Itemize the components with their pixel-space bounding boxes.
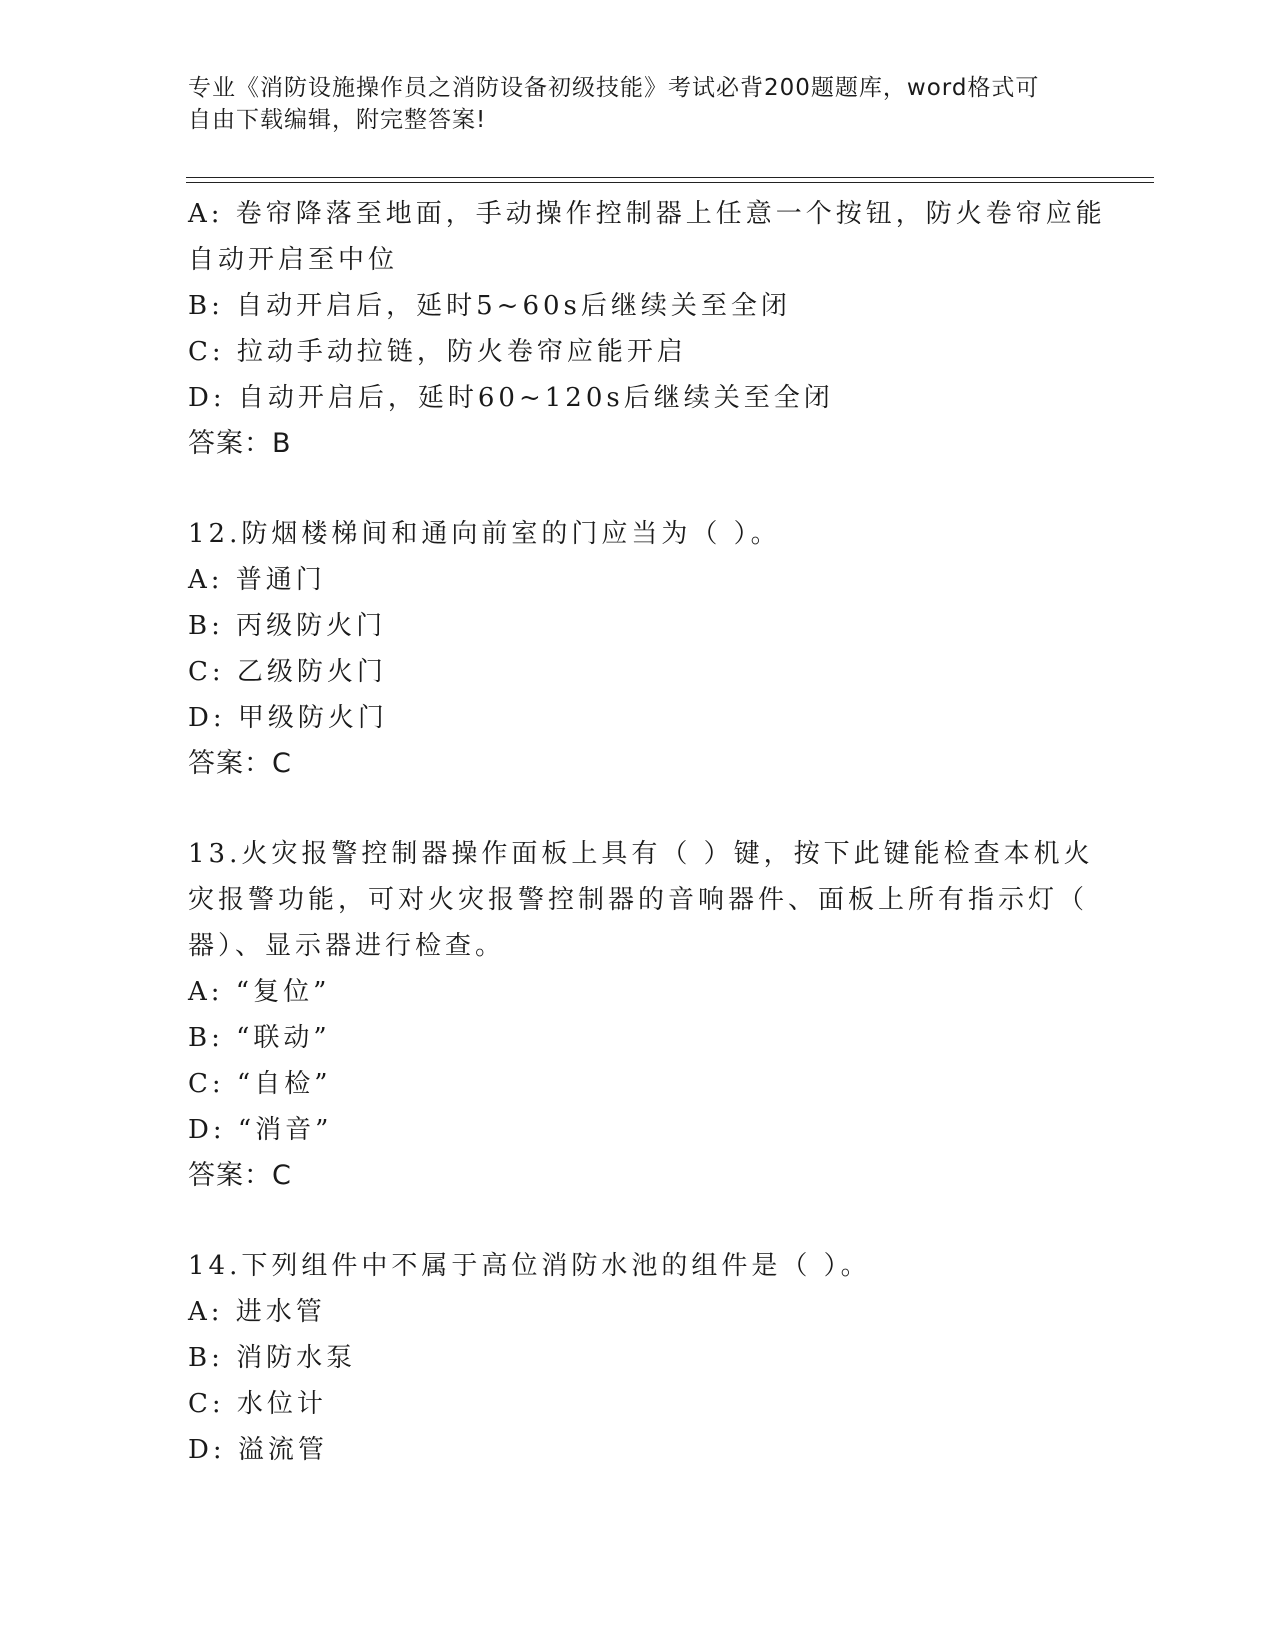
option-b: B: 消防水泵 [188, 1343, 357, 1373]
option-a: A: 卷帘降落至地面，手动操作控制器上任意一个按钮，防火卷帘应能 [188, 199, 1106, 229]
option-a: A: “复位” [188, 977, 331, 1007]
answer-line: 答案：C [188, 1160, 292, 1191]
document-header [188, 72, 1068, 136]
answer-line: 答案：C [188, 748, 292, 779]
option-d: D: 甲级防火门 [188, 703, 388, 733]
option-c: C: 水位计 [188, 1389, 327, 1419]
option-d: D: “消音” [188, 1115, 333, 1145]
header-line-1: 专业《消防设施操作员之消防设备初级技能》考试必背200题题库，word格式可 [188, 75, 1040, 101]
question-stem-line-1: 13.火灾报警控制器操作面板上具有（ ）键，按下此键能检查本机火 [188, 839, 1094, 869]
option-a: A: 进水管 [188, 1297, 326, 1327]
option-a-continued: 自动开启至中位 [188, 245, 399, 275]
question-block-14 [188, 1243, 1088, 1473]
answer-line: 答案：B [188, 428, 292, 459]
option-c: C: 拉动手动拉链，防火卷帘应能开启 [188, 337, 687, 367]
option-b: B: 自动开启后，延时5~60s后继续关至全闭 [188, 291, 791, 321]
spacer [188, 787, 1088, 831]
spacer [188, 1199, 1088, 1243]
question-stem: 14.下列组件中不属于高位消防水池的组件是（ ）。 [188, 1251, 871, 1281]
option-b: B: 丙级防火门 [188, 611, 387, 641]
question-block-11 [188, 191, 1106, 467]
question-stem-line-2: 灾报警功能，可对火灾报警控制器的音响器件、面板上所有指示灯（ [188, 885, 1089, 915]
option-c: C: “自检” [188, 1069, 332, 1099]
header-divider-bottom [186, 182, 1154, 183]
option-d: D: 溢流管 [188, 1435, 328, 1465]
question-list [188, 191, 1106, 1473]
header-line-2: 自由下载编辑，附完整答案! [188, 107, 487, 133]
option-b: B: “联动” [188, 1023, 331, 1053]
header-divider-top [186, 177, 1154, 178]
question-block-12 [188, 511, 1088, 787]
option-c: C: 乙级防火门 [188, 657, 387, 687]
spacer [188, 467, 1088, 511]
option-d: D: 自动开启后，延时60~120s后继续关至全闭 [188, 383, 834, 413]
question-stem: 12.防烟楼梯间和通向前室的门应当为（ ）。 [188, 519, 781, 549]
option-a: A: 普通门 [188, 565, 326, 595]
question-block-13 [188, 831, 1094, 1199]
question-stem-line-3: 器）、显示器进行检查。 [188, 931, 506, 961]
